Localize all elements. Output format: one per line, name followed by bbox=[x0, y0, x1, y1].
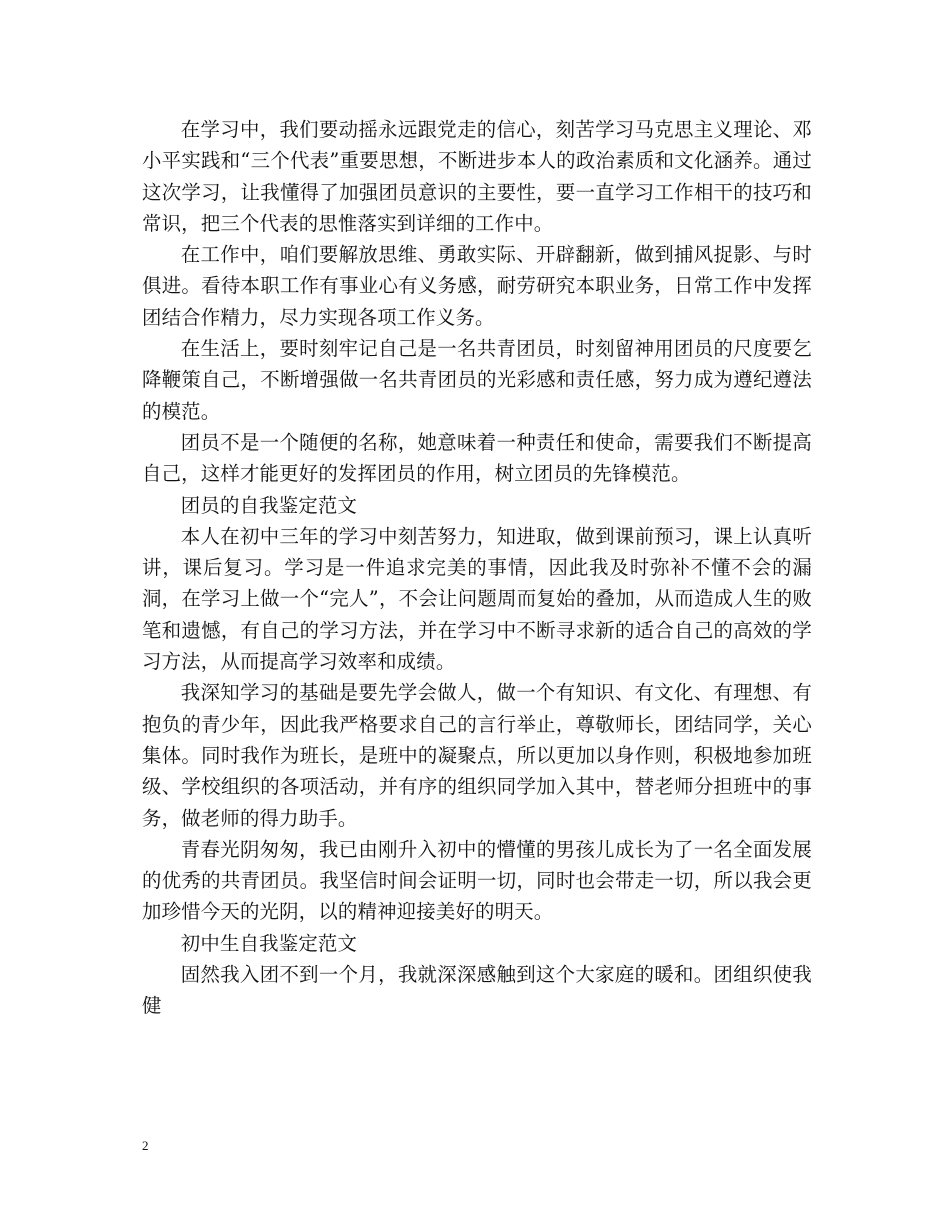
page-number: 2 bbox=[142, 1138, 149, 1153]
paragraph-junior-study: 本人在初中三年的学习中刻苦努力，知进取，做到课前预习，课上认真听讲，课后复习。学习是一件追求完美的事情，因此我及时弥补不懂不会的漏洞，在学习上做一个“完人”，不会让问题周而复始的叠加，从而造成人生的败笔和遗憾，有自己的学习方法，并在学习中不断寻求新的适合自己的高效的学习方法，从而提高学习效率和成绩。 bbox=[142, 524, 812, 674]
paragraph-life: 在生活上，要时刻牢记自己是一名共青团员，时刻留神用团员的尺度要乞降鞭策自己，不断增强做一名共青团员的光彩感和责任感，努力成为遵纪遵法的模范。 bbox=[142, 337, 812, 423]
document-body bbox=[142, 114, 812, 1022]
paragraph-work: 在工作中，咱们要解放思维、勇敢实际、开辟翻新，做到捕风捉影、与时俱进。看待本职工作有事业心有义务感，耐劳研究本职业务，日常工作中发挥团结合作精力，尽力实现各项工作义务。 bbox=[142, 243, 812, 329]
paragraph-be-a-person: 我深知学习的基础是要先学会做人，做一个有知识、有文化、有理想、有抱负的青少年，因此我严格要求自己的言行举止，尊敬师长，团结同学，关心集体。同时我作为班长，是班中的凝聚点，所以更加以身作则，积极地参加班级、学校组织的各项活动，并有序的组织同学加入其中，替老师分担班中的事务，做老师的得力助手。 bbox=[142, 681, 812, 830]
section-heading-member-self-assessment: 团员的自我鉴定范文 bbox=[180, 493, 358, 517]
paragraph-member-meaning: 团员不是一个随便的名称，她意味着一种责任和使命，需要我们不断提高自己，这样才能更好的发挥团员的作用，树立团员的先锋模范。 bbox=[142, 430, 812, 486]
section-heading-junior-self-assessment: 初中生自我鉴定范文 bbox=[180, 931, 358, 955]
paragraph-joined-league: 固然我入团不到一个月，我就深深感触到这个大家庭的暖和。团组织使我健 bbox=[142, 963, 812, 1018]
paragraph-youth: 青春光阴匆匆，我已由刚升入初中的懵懂的男孩儿成长为了一名全面发展的优秀的共青团员。我坚信时间会证明一切，同时也会带走一切，所以我会更加珍惜今天的光阴，以的精神迎接美好的明天。 bbox=[142, 837, 812, 924]
paragraph-study: 在学习中，我们要动摇永远跟党走的信心，刻苦学习马克思主义理论、邓小平实践和“三个代表”重要思想，不断进步本人的政治素质和文化涵养。通过这次学习，让我懂得了加强团员意识的主要性，要一直学习工作相干的技巧和常识，把三个代表的思惟落实到详细的工作中。 bbox=[142, 118, 812, 235]
